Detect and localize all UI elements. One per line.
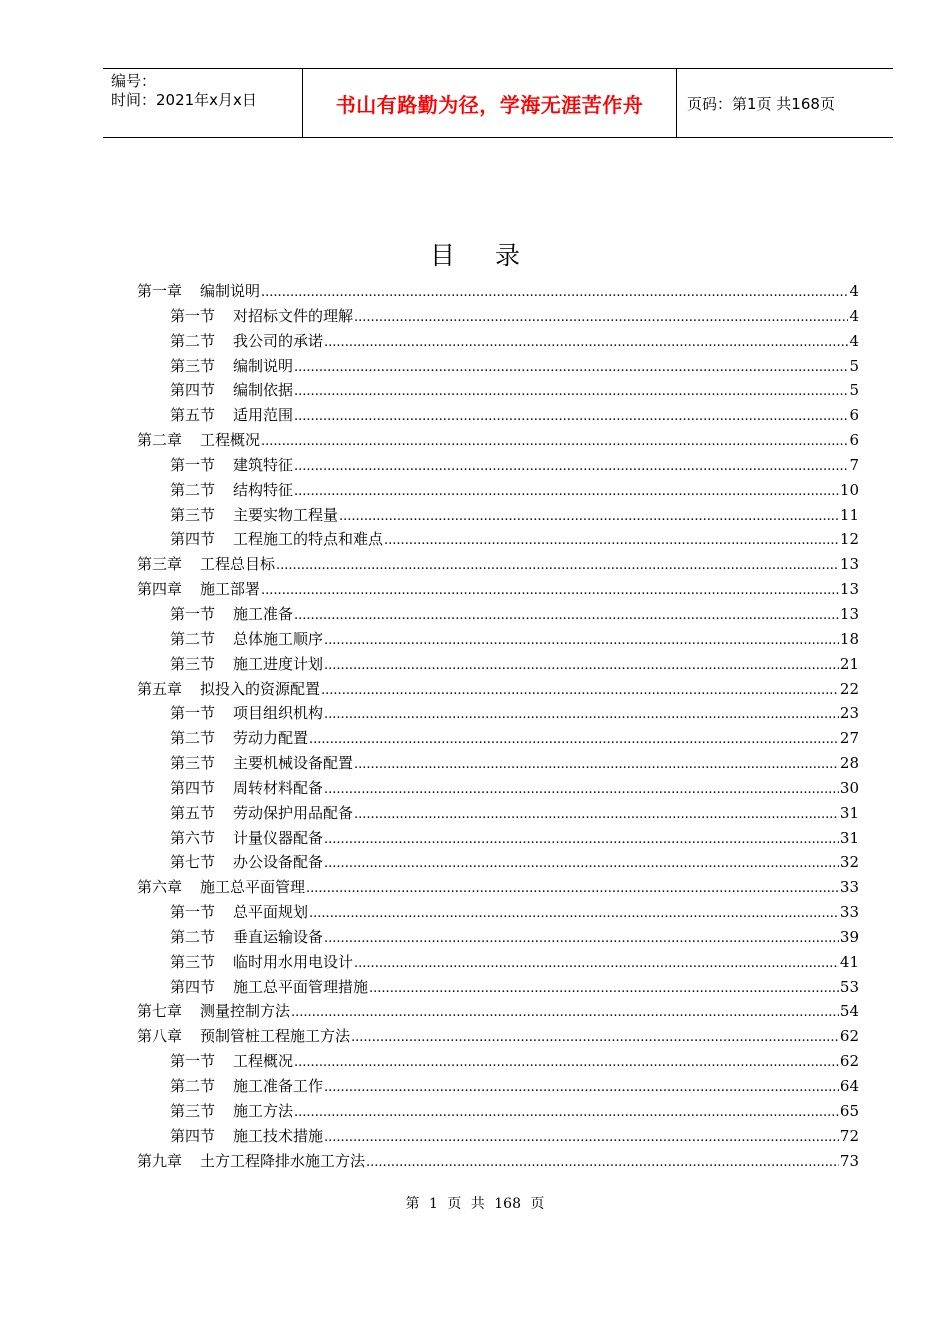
toc-entry-page: 54 [839, 1002, 859, 1021]
toc-dot-leader [339, 503, 839, 529]
toc-entry-number: 第七章 [137, 1002, 183, 1021]
toc-title: 目录 [429, 241, 560, 270]
toc-entry-page: 6 [849, 406, 859, 425]
toc-entry-title: 劳动力配置 [233, 729, 309, 748]
toc-section-entry[interactable] [137, 826, 859, 851]
toc-chapter-entry[interactable] [137, 577, 859, 602]
toc-entry-page: 11 [839, 505, 859, 524]
toc-entry-title: 总体施工顺序 [233, 629, 324, 648]
toc-entry-title: 施工总平面管理措施 [233, 977, 369, 996]
toc-entry-page: 21 [839, 654, 859, 673]
toc-dot-leader [291, 999, 839, 1025]
toc-entry-title: 临时用水用电设计 [233, 952, 354, 971]
toc-entry-number: 第四节 [170, 977, 216, 996]
toc-entry-page: 41 [839, 952, 859, 971]
toc-chapter-entry[interactable] [137, 428, 859, 453]
toc-entry-page: 13 [839, 604, 859, 623]
header-meta-cell [103, 69, 303, 137]
toc-entry-page: 30 [839, 778, 859, 797]
toc-entry-number: 第三节 [170, 505, 216, 524]
toc-entry-page: 32 [839, 853, 859, 872]
toc-entry-number: 第二节 [170, 927, 216, 946]
toc-entry-title: 工程概况 [233, 1052, 294, 1071]
toc-entry-page: 39 [839, 927, 859, 946]
header-date-line: 时间：2021年x月x日 [111, 91, 257, 109]
toc-entry-title: 对招标文件的理解 [233, 306, 354, 325]
toc-entry-title: 测量控制方法 [200, 1002, 291, 1021]
toc-entry-title: 施工方法 [233, 1101, 294, 1120]
toc-dot-leader [384, 527, 839, 553]
toc-chapter-entry[interactable] [137, 1024, 859, 1049]
toc-entry-page: 62 [839, 1052, 859, 1071]
toc-dot-leader [324, 701, 839, 727]
toc-dot-leader [354, 801, 839, 827]
toc-entry-page: 64 [839, 1077, 859, 1095]
toc-dot-leader [324, 776, 839, 802]
toc-section-entry[interactable] [137, 1099, 859, 1124]
toc-entry-title: 工程施工的特点和难点 [233, 530, 384, 549]
toc-dot-leader [366, 1149, 839, 1175]
toc-entry-title: 工程概况 [200, 431, 261, 450]
toc-entry-page: 62 [839, 1027, 859, 1046]
toc-entry-number: 第二节 [170, 729, 216, 748]
toc-dot-leader [294, 478, 839, 504]
toc-entry-title: 工程总目标 [200, 555, 276, 574]
toc-dot-leader [261, 577, 839, 603]
toc-entry-number: 第三节 [170, 952, 216, 971]
toc-entry-title: 施工部署 [200, 580, 261, 599]
toc-dot-leader [309, 726, 839, 752]
toc-entry-title: 主要实物工程量 [233, 505, 339, 524]
toc-section-entry[interactable] [137, 751, 859, 776]
toc-section-entry[interactable] [137, 354, 859, 379]
toc-section-entry[interactable] [137, 602, 859, 627]
toc-entry-number: 第四章 [137, 580, 183, 599]
toc-section-entry[interactable] [137, 726, 859, 751]
toc-entry-page: 27 [839, 729, 859, 748]
toc-entry-number: 第二节 [170, 331, 216, 350]
toc-entry-page: 31 [839, 803, 859, 822]
toc-entry-number: 第一节 [170, 1052, 216, 1071]
toc-entry-title: 周转材料配备 [233, 778, 324, 797]
toc-dot-leader [321, 677, 839, 703]
toc-entry-number: 第三节 [170, 754, 216, 773]
toc-dot-leader [354, 950, 839, 976]
toc-entry-page: 6 [849, 431, 859, 450]
toc-dot-leader [294, 378, 848, 404]
toc-entry-number: 第三章 [137, 555, 183, 574]
toc-dot-leader [324, 826, 839, 852]
toc-entry-page: 72 [839, 1126, 859, 1145]
page-header [103, 68, 893, 138]
toc-entry-page: 5 [849, 381, 859, 400]
toc-section-entry[interactable] [137, 850, 859, 875]
toc-entry-title: 计量仪器配备 [233, 828, 324, 847]
toc-entry-title: 土方工程降排水施工方法 [200, 1151, 366, 1170]
toc-dot-leader [324, 1074, 839, 1100]
toc-entry-page: 4 [849, 282, 859, 300]
toc-entry-page: 33 [839, 903, 859, 922]
toc-entry-title: 编制依据 [233, 381, 294, 400]
toc-entry-page: 33 [839, 878, 859, 897]
toc-entry-number: 第二节 [170, 480, 216, 499]
toc-entry-page: 13 [839, 555, 859, 574]
toc-section-entry[interactable] [137, 627, 859, 652]
toc-dot-leader [294, 453, 848, 479]
toc-entry-page: 73 [839, 1151, 859, 1170]
toc-entry-number: 第五节 [170, 803, 216, 822]
toc-entry-number: 第二节 [170, 1077, 216, 1095]
table-of-contents [137, 279, 859, 1173]
toc-dot-leader [294, 354, 848, 380]
page-footer: 第 1 页 共 168 页 [405, 1196, 545, 1212]
toc-entry-number: 第六节 [170, 828, 216, 847]
toc-entry-number: 第九章 [137, 1151, 183, 1170]
toc-dot-leader [294, 602, 839, 628]
toc-entry-page: 4 [849, 331, 859, 350]
toc-entry-number: 第四节 [170, 530, 216, 549]
header-motto: 书山有路勤为径，学海无涯苦作舟 [303, 69, 677, 137]
toc-entry-number: 第四节 [170, 381, 216, 400]
toc-dot-leader [294, 403, 848, 429]
toc-entry-page: 10 [839, 480, 859, 499]
toc-entry-number: 第五章 [137, 679, 183, 698]
toc-section-entry[interactable] [137, 900, 859, 925]
toc-entry-title: 施工总平面管理 [200, 878, 306, 897]
toc-dot-leader [354, 751, 839, 777]
toc-section-entry[interactable] [137, 776, 859, 801]
toc-entry-title: 适用范围 [233, 406, 294, 425]
toc-entry-number: 第二节 [170, 629, 216, 648]
toc-dot-leader [306, 875, 839, 901]
toc-entry-title: 我公司的承诺 [233, 331, 324, 350]
toc-entry-number: 第二章 [137, 431, 183, 450]
toc-dot-leader [324, 1124, 839, 1150]
toc-entry-page: 18 [839, 629, 859, 648]
toc-dot-leader [309, 900, 839, 926]
toc-dot-leader [294, 1049, 839, 1075]
toc-section-entry[interactable] [137, 801, 859, 826]
toc-entry-page: 23 [839, 704, 859, 723]
toc-section-entry[interactable] [137, 453, 859, 478]
toc-chapter-entry[interactable] [137, 677, 859, 702]
toc-entry-title: 编制说明 [233, 356, 294, 375]
toc-dot-leader [369, 975, 839, 1001]
toc-section-entry[interactable] [137, 503, 859, 528]
toc-entry-number: 第一节 [170, 455, 216, 474]
toc-section-entry[interactable] [137, 403, 859, 428]
toc-entry-page: 13 [839, 580, 859, 599]
toc-entry-number: 第四节 [170, 778, 216, 797]
toc-section-entry[interactable] [137, 1074, 859, 1099]
toc-entry-number: 第一节 [170, 604, 216, 623]
toc-dot-leader [324, 329, 848, 355]
toc-entry-title: 施工进度计划 [233, 654, 324, 673]
toc-entry-number: 第三节 [170, 654, 216, 673]
toc-chapter-entry[interactable] [137, 279, 859, 304]
toc-entry-number: 第一节 [170, 903, 216, 922]
toc-entry-page: 53 [839, 977, 859, 996]
toc-dot-leader [261, 279, 848, 305]
toc-entry-page: 31 [839, 828, 859, 847]
toc-section-entry[interactable] [137, 925, 859, 950]
header-page-info: 页码：第1页 共168页 [687, 94, 835, 113]
toc-chapter-entry[interactable] [137, 999, 859, 1024]
toc-dot-leader [354, 304, 848, 330]
toc-entry-page: 22 [839, 679, 859, 698]
toc-entry-title: 主要机械设备配置 [233, 754, 354, 773]
toc-entry-number: 第一节 [170, 306, 216, 325]
toc-entry-page: 7 [849, 455, 859, 474]
toc-section-entry[interactable] [137, 304, 859, 329]
toc-dot-leader [324, 925, 839, 951]
toc-chapter-entry[interactable] [137, 552, 859, 577]
toc-entry-page: 65 [839, 1101, 859, 1120]
toc-entry-title: 拟投入的资源配置 [200, 679, 321, 698]
toc-section-entry[interactable] [137, 527, 859, 552]
toc-entry-title: 项目组织机构 [233, 704, 324, 723]
toc-entry-title: 垂直运输设备 [233, 927, 324, 946]
toc-section-entry[interactable] [137, 1049, 859, 1074]
toc-entry-page: 5 [849, 356, 859, 375]
toc-entry-title: 施工准备 [233, 604, 294, 623]
toc-entry-title: 施工技术措施 [233, 1126, 324, 1145]
toc-entry-title: 劳动保护用品配备 [233, 803, 354, 822]
header-number-label: 编号： [111, 72, 157, 90]
toc-entry-page: 4 [849, 306, 859, 325]
toc-entry-number: 第六章 [137, 878, 183, 897]
toc-entry-title: 总平面规划 [233, 903, 309, 922]
toc-entry-number: 第四节 [170, 1126, 216, 1145]
toc-entry-number: 第三节 [170, 1101, 216, 1120]
toc-entry-page: 28 [839, 754, 859, 773]
toc-dot-leader [276, 552, 839, 578]
toc-entry-title: 建筑特征 [233, 455, 294, 474]
toc-chapter-entry[interactable] [137, 875, 859, 900]
toc-entry-title: 预制管桩工程施工方法 [200, 1027, 351, 1046]
toc-entry-title: 施工准备工作 [233, 1077, 324, 1095]
toc-entry-number: 第一章 [137, 282, 183, 300]
toc-dot-leader [324, 627, 839, 653]
toc-entry-number: 第八章 [137, 1027, 183, 1046]
toc-dot-leader [324, 652, 839, 678]
toc-entry-title: 结构特征 [233, 480, 294, 499]
toc-section-entry[interactable] [137, 975, 859, 1000]
toc-section-entry[interactable] [137, 652, 859, 677]
toc-entry-title: 编制说明 [200, 282, 261, 300]
toc-dot-leader [351, 1024, 839, 1050]
toc-dot-leader [324, 850, 839, 876]
toc-entry-number: 第七节 [170, 853, 216, 872]
toc-dot-leader [261, 428, 848, 454]
toc-section-entry[interactable] [137, 1124, 859, 1149]
toc-section-entry[interactable] [137, 950, 859, 975]
toc-dot-leader [294, 1099, 839, 1125]
toc-entry-title: 办公设备配备 [233, 853, 324, 872]
toc-chapter-entry[interactable] [137, 1149, 859, 1174]
toc-entry-number: 第五节 [170, 406, 216, 425]
toc-section-entry[interactable] [137, 701, 859, 726]
toc-section-entry[interactable] [137, 478, 859, 503]
toc-entry-number: 第三节 [170, 356, 216, 375]
toc-entry-number: 第一节 [170, 704, 216, 723]
toc-section-entry[interactable] [137, 378, 859, 403]
toc-section-entry[interactable] [137, 329, 859, 354]
toc-entry-page: 12 [839, 530, 859, 549]
